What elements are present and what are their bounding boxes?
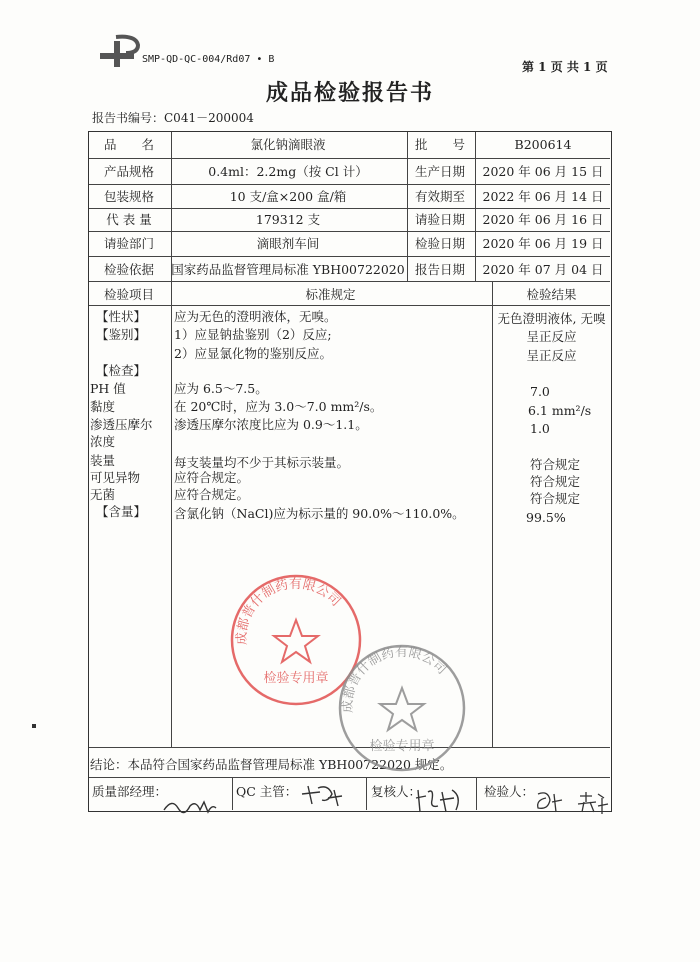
viscosity-standard: 在 20℃时，应为 3.0～7.0 mm²/s。: [174, 399, 383, 414]
fill-item: 装量: [90, 453, 116, 468]
results-header-standard: 标准规定: [305, 287, 356, 302]
pack-label: 包装规格: [103, 189, 154, 204]
qm-label: 质量部经理：: [92, 784, 168, 799]
sterility-item: 无菌: [90, 487, 116, 502]
viscosity-item: 黏度: [90, 399, 116, 414]
sterility-standard: 应符合规定。: [174, 487, 250, 502]
assay-result: 99.5%: [526, 510, 566, 525]
fill-standard: 每支装量均不少于其标示装量。: [174, 455, 350, 470]
ph-item: PH 值: [90, 381, 126, 396]
osmolality-item-line2: 浓度: [90, 434, 116, 449]
svg-text:成都普什制药有限公司: 成都普什制药有限公司: [234, 576, 344, 645]
spec-label: 产品规格: [103, 164, 154, 179]
production-date: 2020 年 06 月 15 日: [482, 164, 604, 179]
svg-text:检验专用章: 检验专用章: [369, 739, 435, 754]
ident-result-1: 呈正反应: [526, 329, 577, 344]
assay-standard: 含氯化钠（NaCl)应为标示量的 90.0%～110.0%。: [174, 506, 465, 521]
basis-label: 检验依据: [103, 262, 154, 277]
reviewer-signature-icon: [412, 784, 468, 816]
osmolality-item-line1: 渗透压摩尔: [90, 417, 153, 432]
inspector-signature-icon: [532, 788, 612, 816]
qm-signature-icon: [160, 790, 220, 818]
fill-result: 符合规定: [530, 457, 581, 472]
assay-item: 【含量】: [96, 504, 147, 519]
osmolality-standard: 渗透压摩尔浓度比应为 0.9～1.1。: [174, 417, 368, 432]
report-number: 报告书编号：C041－200004: [92, 111, 254, 125]
expiry-date: 2022 年 06 月 14 日: [482, 189, 604, 204]
ident-standard-2: 2）应显氯化物的鉴别反应。: [174, 346, 332, 361]
pack-value: 10 支/盒×200 盒/箱: [229, 189, 347, 204]
product-name-label: 品 名: [103, 137, 154, 152]
traits-standard: 应为无色的澄明液体，无嗅。: [174, 309, 337, 324]
inspector-label: 检验人：: [484, 784, 535, 799]
ident-standard-1: 1）应显钠盐鉴别（2）反应;: [174, 327, 332, 342]
ph-standard: 应为 6.5～7.5。: [174, 381, 268, 396]
sample-qty-label: 代 表 量: [106, 212, 152, 227]
traits-result: 无色澄明液体, 无嗅: [497, 311, 606, 326]
qc-signature-icon: [298, 780, 348, 810]
visible-particles-standard: 应符合规定。: [174, 470, 250, 485]
traits-item: 【性状】: [96, 309, 147, 324]
inspection-stamp-gray-icon: [336, 642, 468, 774]
check-item: 【检查】: [96, 363, 147, 378]
report-date: 2020 年 07 月 04 日: [482, 262, 604, 277]
company-logo-icon: [96, 33, 142, 69]
batch-number: B200614: [514, 137, 572, 152]
production-date-label: 生产日期: [414, 164, 465, 179]
viscosity-result: 6.1 mm²/s: [528, 403, 592, 418]
batch-label: 批 号: [414, 137, 465, 152]
inspect-date-label: 检验日期: [414, 236, 465, 251]
basis-value: 国家药品监督管理局标准 YBH00722020: [171, 262, 405, 277]
document-code: SMP-QD-QC-004/Rd07 • B: [142, 54, 275, 65]
svg-text:成都普什制药有限公司: 成都普什制药有限公司: [340, 644, 450, 713]
spec-value: 0.4ml：2.2mg（按 Cl 计）: [208, 164, 368, 179]
inspect-date: 2020 年 06 月 19 日: [482, 236, 604, 251]
margin-mark: [32, 724, 36, 728]
osmolality-result: 1.0: [530, 421, 550, 436]
visible-particles-result: 符合规定: [530, 474, 581, 489]
request-dept: 滴眼剂车间: [256, 236, 320, 251]
request-date-label: 请验日期: [414, 212, 465, 227]
expiry-label: 有效期至: [414, 189, 465, 204]
page-title: 成品检验报告书: [265, 80, 434, 106]
report-date-label: 报告日期: [414, 262, 465, 277]
request-dept-label: 请验部门: [103, 236, 154, 251]
ident-item: 【鉴别】: [96, 327, 147, 342]
svg-text:检验专用章: 检验专用章: [263, 671, 329, 686]
product-name: 氯化钠滴眼液: [250, 137, 326, 152]
qc-label: QC 主管：: [236, 784, 298, 799]
reviewer-label: 复核人：: [371, 784, 422, 799]
sterility-result: 符合规定: [530, 491, 581, 506]
ident-result-2: 呈正反应: [526, 348, 577, 363]
page-info: 第 1 页 共 1 页: [522, 60, 608, 74]
request-date: 2020 年 06 月 16 日: [482, 212, 604, 227]
ph-result: 7.0: [530, 384, 550, 399]
sample-qty: 179312 支: [255, 212, 321, 227]
visible-particles-item: 可见异物: [90, 470, 141, 485]
conclusion: 结论：本品符合国家药品监督管理局标准 YBH00722020 规定。: [90, 757, 453, 772]
results-header-result: 检验结果: [526, 287, 577, 302]
results-header-item: 检验项目: [103, 287, 154, 302]
